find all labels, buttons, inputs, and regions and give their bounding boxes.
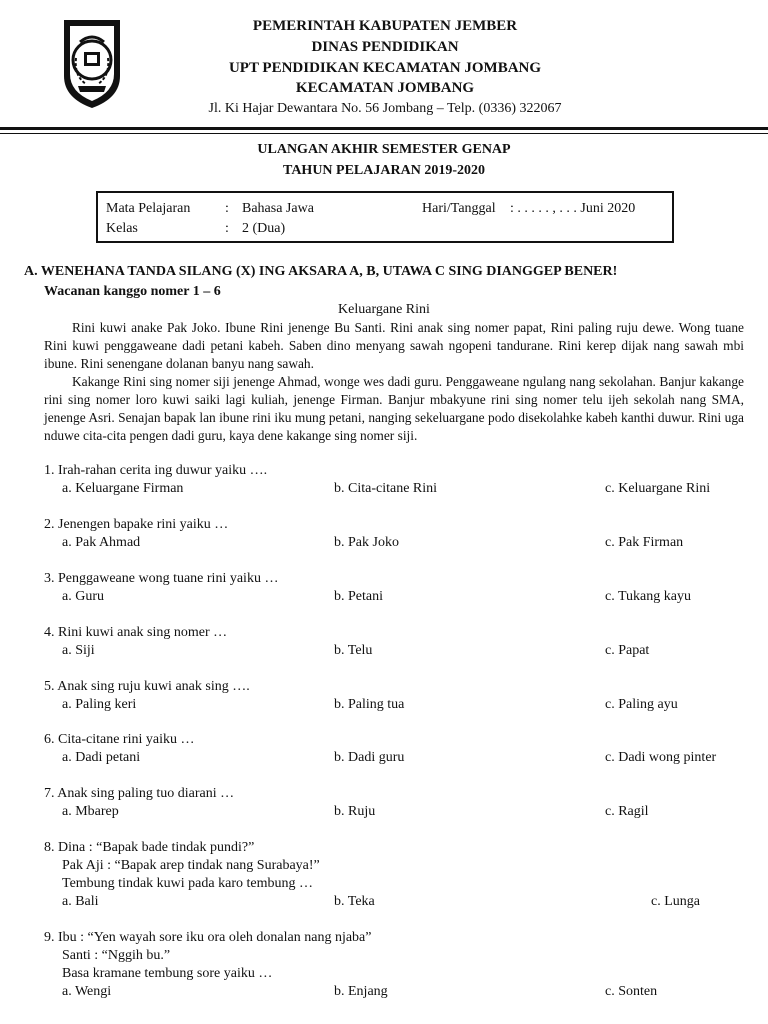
question-7-stem: 7. Anak sing paling tuo diarani …: [44, 786, 235, 801]
question-9-option-c: c. Sonten: [605, 984, 658, 999]
question-6-option-b: b. Dadi guru: [334, 750, 405, 765]
passage-reference: Wacanan kanggo nomer 1 – 6: [44, 284, 221, 299]
question-5-option-b: b. Paling tua: [334, 697, 405, 712]
question-3-option-c: c. Tukang kayu: [605, 589, 691, 604]
section-heading: A. WENEHANA TANDA SILANG (X) ING AKSARA A, B, UTAWA C SING DIANGGEP BENER!: [24, 264, 618, 279]
question-8-option-b: b. Teka: [334, 894, 375, 909]
question-7-option-c: c. Ragil: [605, 804, 649, 819]
question-6-option-c: c. Dadi wong pinter: [605, 750, 717, 765]
question-8-dialogue: Pak Aji : “Bapak arep tindak nang Surabaya!”: [62, 858, 320, 873]
question-2-stem: 2. Jenengen bapake rini yaiku …: [44, 517, 229, 532]
header-district: KECAMATAN JOMBANG: [295, 80, 475, 96]
date-label: Hari/Tanggal: [422, 201, 496, 216]
exam-info-box: [96, 191, 674, 243]
question-9-prompt: Basa kramane tembung sore yaiku …: [62, 966, 273, 981]
question-6-option-a: a. Dadi petani: [62, 750, 141, 765]
question-5-option-c: c. Paling ayu: [605, 697, 678, 712]
question-1-stem: 1. Irah-rahan cerita ing duwur yaiku ….: [44, 463, 268, 478]
regency-crest-icon: [60, 18, 124, 110]
header-upt: UPT PENDIDIKAN KECAMATAN JOMBANG: [228, 60, 542, 76]
reading-passage: [44, 319, 744, 445]
exam-title: ULANGAN AKHIR SEMESTER GENAP: [257, 142, 511, 157]
question-5-stem: 5. Anak sing ruju kuwi anak sing ….: [44, 679, 250, 694]
question-2-option-b: b. Pak Joko: [334, 535, 399, 550]
header-government: PEMERINTAH KABUPATEN JEMBER: [252, 18, 518, 34]
question-9-stem: 9. Ibu : “Yen wayah sore iku ora oleh donalan nang njaba”: [44, 930, 372, 945]
header-divider-thin: [0, 133, 768, 134]
question-4-option-b: b. Telu: [334, 643, 373, 658]
question-7-option-b: b. Ruju: [334, 804, 376, 819]
question-4-stem: 4. Rini kuwi anak sing nomer …: [44, 625, 228, 640]
question-3-option-b: b. Petani: [334, 589, 383, 604]
subject-value: Bahasa Jawa: [242, 201, 314, 216]
question-1-option-a: a. Keluargane Firman: [62, 481, 184, 496]
passage-paragraph-1: Rini kuwi anake Pak Joko. Ibune Rini jenenge Bu Santi. Rini anak sing nomer papat, Rini paling ruju dewe. Wong tuane Rini kuwi penggaweane dadi petani kabeh. Saben dino menyang sawah ngopeni tandurane. Rini kerep dijak nang sawah mbi ibune. Rini senengane dolanan banyu nang sawah.: [44, 320, 744, 371]
question-3-stem: 3. Penggaweane wong tuane rini yaiku …: [44, 571, 279, 586]
question-7-option-a: a. Mbarep: [62, 804, 119, 819]
question-2-option-c: c. Pak Firman: [605, 535, 684, 550]
question-2-option-a: a. Pak Ahmad: [62, 535, 141, 550]
class-value: 2 (Dua): [242, 221, 286, 236]
question-8-stem: 8. Dina : “Bapak bade tindak pundi?”: [44, 840, 255, 855]
header-department: DINAS PENDIDIKAN: [311, 39, 459, 55]
question-5-option-a: a. Paling keri: [62, 697, 137, 712]
question-4-option-c: c. Papat: [605, 643, 650, 658]
question-1-option-c: c. Keluargane Rini: [605, 481, 711, 496]
question-8-option-a: a. Bali: [62, 894, 99, 909]
question-4-option-a: a. Siji: [62, 643, 95, 658]
subject-label: Mata Pelajaran: [106, 201, 191, 216]
subject-separator: :: [225, 201, 229, 216]
question-9-option-a: a. Wengi: [62, 984, 112, 999]
passage-paragraph-2: Kakange Rini sing nomer siji jenenge Ahmad, wonge wes dadi guru. Penggaweane ngulang nang sekolahan. Banjur kakange rini sing nomer loro kuwi saiki lagi kuliah, jenenge Firman. Banjur mbakyune rini sing nomer telu ijeh sekolah nang SMA, jenenge Asri. Senajan bapak lan ibune rini iku mung petani, nanging sekeluargane podo disekolahke kabeh kanthi duwur. Rini uga nduwe cita-cita pengen dadi guru, kaya dene kakange sing nomer siji.: [44, 374, 744, 443]
passage-title: Keluargane Rini: [338, 302, 430, 317]
class-separator: :: [225, 221, 229, 236]
question-8-prompt: Tembung tindak kuwi pada karo tembung …: [62, 876, 313, 891]
class-label: Kelas: [106, 221, 138, 236]
question-9-dialogue: Santi : “Nggih bu.”: [62, 948, 171, 963]
date-value: : . . . . . , . . . Juni 2020: [510, 201, 636, 216]
question-8-option-c: c. Lunga: [651, 894, 700, 909]
header-divider-thick: [0, 127, 768, 130]
exam-year: TAHUN PELAJARAN 2019-2020: [283, 163, 485, 178]
question-9-option-b: b. Enjang: [334, 984, 388, 999]
header-address: Jl. Ki Hajar Dewantara No. 56 Jombang – Telp. (0336) 322067: [208, 101, 562, 116]
question-1-option-b: b. Cita-citane Rini: [334, 481, 438, 496]
question-3-option-a: a. Guru: [62, 589, 104, 604]
question-6-stem: 6. Cita-citane rini yaiku …: [44, 732, 195, 747]
